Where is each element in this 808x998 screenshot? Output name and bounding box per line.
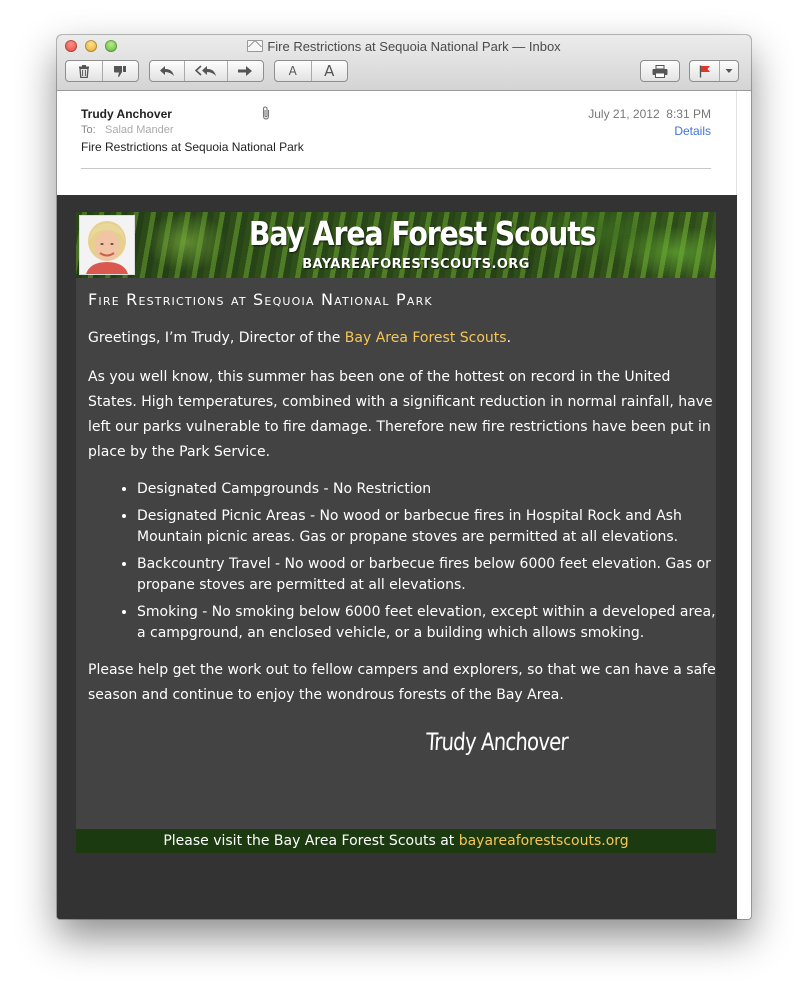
- newsletter-banner: [76, 212, 716, 278]
- greeting-paragraph: [88, 326, 718, 351]
- greeting-text: Greetings, I’m Trudy, Director of the: [88, 330, 345, 346]
- forward-button[interactable]: [228, 61, 263, 81]
- smaller-text-button[interactable]: [275, 61, 312, 81]
- message-date-time: 8:31 PM: [666, 107, 711, 121]
- footer-link[interactable]: bayareaforestscouts.org: [458, 833, 629, 849]
- greeting-end: .: [506, 330, 512, 346]
- recipient-name[interactable]: Salad Mander: [105, 124, 174, 136]
- message-date-day: July 21, 2012: [588, 107, 660, 121]
- footer-text: Please visit the Bay Area Forest Scouts at: [163, 833, 459, 849]
- list-item: • Smoking - No smoking below 6000 feet elevation, except within a developed area, a campground, an enclosed vehicle, or a building which allows smoking.: [137, 602, 718, 644]
- envelope-icon: [247, 40, 263, 52]
- header-divider: [81, 168, 711, 169]
- message-date: [588, 107, 711, 121]
- newsletter-heading: Fire Restrictions at Sequoia National Park: [88, 290, 433, 309]
- bigger-text-button[interactable]: [312, 61, 348, 81]
- flag-icon: [699, 65, 711, 78]
- smaller-text-icon: A: [288, 64, 297, 78]
- delete-button[interactable]: [66, 61, 103, 81]
- newsletter-content: [88, 278, 718, 722]
- bigger-text-icon: A: [324, 62, 335, 80]
- forward-icon: [237, 65, 253, 77]
- closing-paragraph: Please help get the work out to fellow campers and explorers, so that we can have a safe season and continue to enjoy the wondrous forests of the Bay Area.: [88, 662, 716, 703]
- message-body: [57, 195, 737, 919]
- flag-group: [689, 60, 739, 82]
- intro-paragraph: As you well know, this summer has been one of the hottest on record in the United States. High temperatures, combined with a significant reduction in normal rainfall, have left our parks vulnerable to fire damage. Therefore new fire restrictions have been put in place by the Park Service.: [88, 369, 713, 460]
- restrictions-list: [88, 479, 718, 644]
- newsletter-card: [76, 212, 716, 853]
- message-subject: Fire Restrictions at Sequoia National Park: [81, 140, 304, 154]
- reply-all-icon: [195, 65, 217, 77]
- message-scrollbar[interactable]: [736, 91, 751, 919]
- list-item: • Designated Picnic Areas - No wood or barbecue fires in Hospital Rock and Ash Mountain picnic areas. Gas or propane stoves are permitted at all elevations.: [137, 506, 718, 548]
- junk-button[interactable]: [103, 61, 139, 81]
- scouts-link[interactable]: Bay Area Forest Scouts: [344, 330, 507, 346]
- list-item: • Designated Campgrounds - No Restriction: [137, 479, 718, 500]
- reply-group: [149, 60, 264, 82]
- print-icon: [652, 65, 668, 78]
- newsletter-footer: [76, 829, 716, 853]
- signature: Trudy Anchover: [425, 728, 569, 756]
- list-item: • Backcountry Travel - No wood or barbecue fires below 6000 feet elevation. Gas or propane stoves are permitted at all elevations.: [137, 554, 718, 596]
- print-group: [640, 60, 680, 82]
- flag-menu-button[interactable]: [720, 61, 738, 81]
- mail-window: [57, 35, 751, 919]
- attachment-icon: [261, 106, 271, 123]
- window-title-text: Fire Restrictions at Sequoia National Park — Inbox: [267, 39, 561, 54]
- flag-button[interactable]: [690, 61, 720, 81]
- reply-icon: [159, 65, 175, 77]
- window-toolbar: [57, 35, 751, 91]
- to-label: To:: [81, 124, 96, 136]
- banner-title: Bay Area Forest Scouts: [248, 214, 596, 253]
- reply-button[interactable]: [150, 61, 185, 81]
- sender-name[interactable]: Trudy Anchover: [81, 107, 172, 121]
- window-title: [57, 39, 751, 54]
- message-header: [57, 91, 737, 195]
- delete-junk-group: [65, 60, 139, 82]
- text-size-group: [274, 60, 348, 82]
- print-button[interactable]: [641, 61, 679, 81]
- reply-all-button[interactable]: [185, 61, 227, 81]
- trash-icon: [78, 65, 90, 78]
- chevron-down-icon: [725, 68, 733, 74]
- banner-url: BAYAREAFORESTSCOUTS.ORG: [302, 257, 530, 272]
- junk-icon: [113, 65, 127, 78]
- details-link[interactable]: Details: [674, 124, 711, 138]
